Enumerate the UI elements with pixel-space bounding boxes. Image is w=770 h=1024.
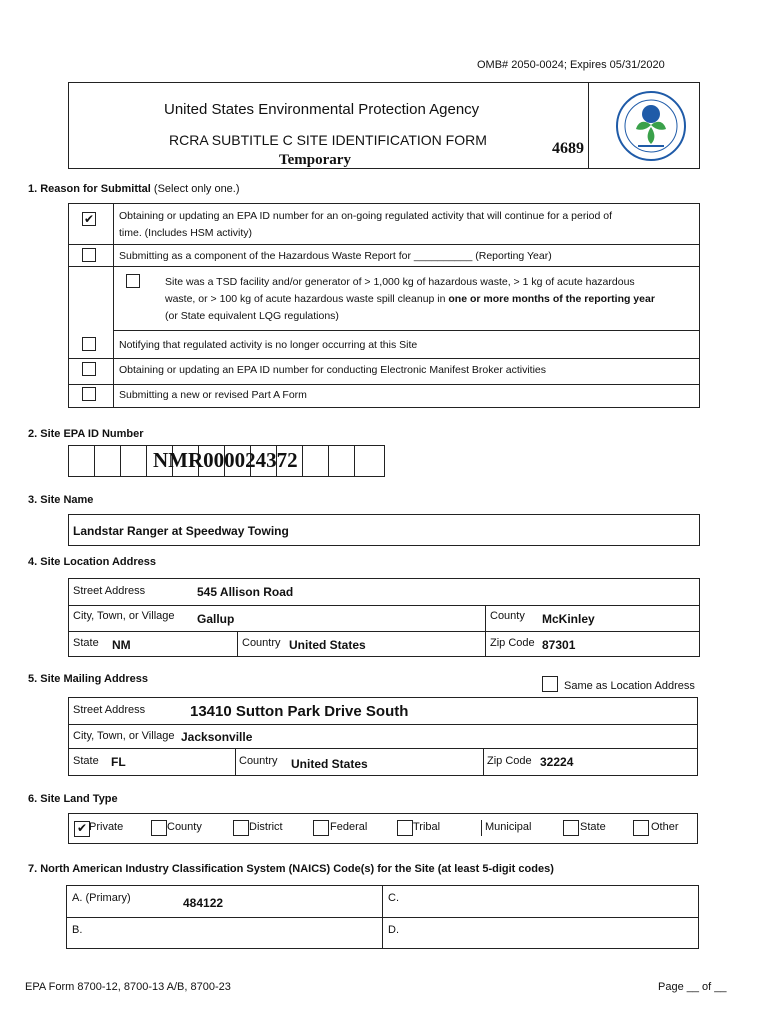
loc-city-value[interactable]: Gallup <box>197 612 235 626</box>
land-other-label: Other <box>651 821 679 833</box>
land-other-checkbox[interactable] <box>633 820 649 836</box>
land-district-label: District <box>249 821 283 833</box>
mail-country-value[interactable]: United States <box>291 757 368 771</box>
loc-country-label: Country <box>242 637 281 649</box>
loc-city-label: City, Town, or Village <box>73 610 175 622</box>
land-tribal-label: Tribal <box>413 821 441 833</box>
mail-zip-value[interactable]: 32224 <box>540 755 574 769</box>
mail-state-label: State <box>73 755 99 767</box>
naics-d-label: D. <box>388 924 399 936</box>
form-header <box>68 82 700 169</box>
epa-id-value: NMR000024372 <box>153 448 298 472</box>
footer-form-number: EPA Form 8700-12, 8700-13 A/B, 8700-23 <box>25 981 231 993</box>
loc-county-label: County <box>490 610 525 622</box>
loc-zip-label: Zip Code <box>490 637 535 649</box>
reason-3-label: Notifying that regulated activity is no longer occurring at this Site <box>119 339 418 351</box>
agency-name: United States Environmental Protection Agency <box>164 101 480 118</box>
reason-5-label: Submitting a new or revised Part A Form <box>119 389 307 401</box>
naics-a-value[interactable]: 484122 <box>183 896 224 910</box>
land-state-label: State <box>580 821 606 833</box>
reason-table <box>68 203 700 408</box>
reason-5-checkbox[interactable] <box>82 387 96 401</box>
naics-table <box>66 885 699 949</box>
land-county-checkbox[interactable] <box>151 820 167 836</box>
reason-4-label: Obtaining or updating an EPA ID number for conducting Electronic Manifest Broker activities <box>119 364 547 376</box>
land-municipal-label: Municipal <box>485 821 532 833</box>
land-private-label: Private <box>89 821 124 833</box>
form-subtitle: Temporary <box>279 152 351 168</box>
mail-street-value[interactable]: 13410 Sutton Park Drive South <box>190 703 409 720</box>
epa-seal-logo <box>614 89 688 163</box>
section-7-title: 7. North American Industry Classification System (NAICS) Code(s) for the Site (at least 5-digit codes) <box>28 863 554 875</box>
loc-county-value[interactable]: McKinley <box>542 612 595 626</box>
same-as-location-checkbox[interactable] <box>542 676 558 692</box>
reason-2a-label-b: waste, or > 100 kg of acute hazardous waste spill cleanup in one or more months of the reporting year <box>165 293 655 305</box>
section-2-title: 2. Site EPA ID Number <box>28 428 144 440</box>
section-5-title: 5. Site Mailing Address <box>28 673 149 685</box>
site-name-field[interactable] <box>68 514 700 546</box>
land-federal-checkbox[interactable] <box>313 820 329 836</box>
loc-street-value[interactable]: 545 Allison Road <box>197 585 294 599</box>
section-3-title: 3. Site Name <box>28 494 94 506</box>
form-number: 4689 <box>552 140 584 157</box>
mail-street-label: Street Address <box>73 704 146 716</box>
naics-b-label: B. <box>72 924 83 936</box>
mail-city-value[interactable]: Jacksonville <box>181 730 253 744</box>
reason-2a-label-c: (or State equivalent LQG regulations) <box>165 310 339 322</box>
land-private-checkbox[interactable]: ✔ <box>74 821 90 837</box>
land-state-checkbox[interactable] <box>563 820 579 836</box>
omb-number: OMB# 2050-0024; Expires 05/31/2020 <box>477 59 665 71</box>
same-as-location-label: Same as Location Address <box>564 680 695 692</box>
land-type-row <box>68 813 698 844</box>
location-address-table <box>68 578 700 657</box>
reason-1-label: Obtaining or updating an EPA ID number for an on-going regulated activity that will continue for a period of <box>119 210 613 222</box>
loc-zip-value[interactable]: 87301 <box>542 638 576 652</box>
section-4-title: 4. Site Location Address <box>28 556 156 568</box>
land-federal-label: Federal <box>330 821 368 833</box>
reason-2-label: Submitting as a component of the Hazardous Waste Report for __________ (Reporting Year) <box>119 250 552 262</box>
mail-zip-label: Zip Code <box>487 755 532 767</box>
loc-state-label: State <box>73 637 99 649</box>
land-county-label: County <box>167 821 202 833</box>
reason-2-checkbox[interactable] <box>82 248 96 262</box>
reason-4-checkbox[interactable] <box>82 362 96 376</box>
loc-country-value[interactable]: United States <box>289 638 366 652</box>
mail-country-label: Country <box>239 755 278 767</box>
reason-1-checkbox[interactable]: ✔ <box>83 212 95 226</box>
loc-state-value[interactable]: NM <box>112 638 131 652</box>
loc-street-label: Street Address <box>73 585 146 597</box>
reason-2a-label: Site was a TSD facility and/or generator of > 1,000 kg of hazardous waste, > 1 kg of acute hazardous <box>165 276 635 288</box>
section-6-title: 6. Site Land Type <box>28 793 118 805</box>
reason-3-checkbox[interactable] <box>82 337 96 351</box>
mail-state-value[interactable]: FL <box>111 755 126 769</box>
footer-page: Page __ of __ <box>658 981 727 993</box>
mail-city-label: City, Town, or Village <box>73 730 175 742</box>
naics-a-label: A. (Primary) <box>72 892 131 904</box>
form-title: RCRA SUBTITLE C SITE IDENTIFICATION FORM <box>169 132 487 148</box>
land-tribal-checkbox[interactable] <box>397 820 413 836</box>
mailing-address-table <box>68 697 698 776</box>
naics-c-label: C. <box>388 892 399 904</box>
section-1-title: 1. Reason for Submittal (Select only one.) <box>28 183 240 195</box>
epa-id-field[interactable] <box>68 445 385 477</box>
land-district-checkbox[interactable] <box>233 820 249 836</box>
reason-2a-checkbox[interactable] <box>126 274 140 288</box>
reason-1-label-cont: time. (Includes HSM activity) <box>119 227 253 239</box>
site-name-value: Landstar Ranger at Speedway Towing <box>73 524 289 538</box>
